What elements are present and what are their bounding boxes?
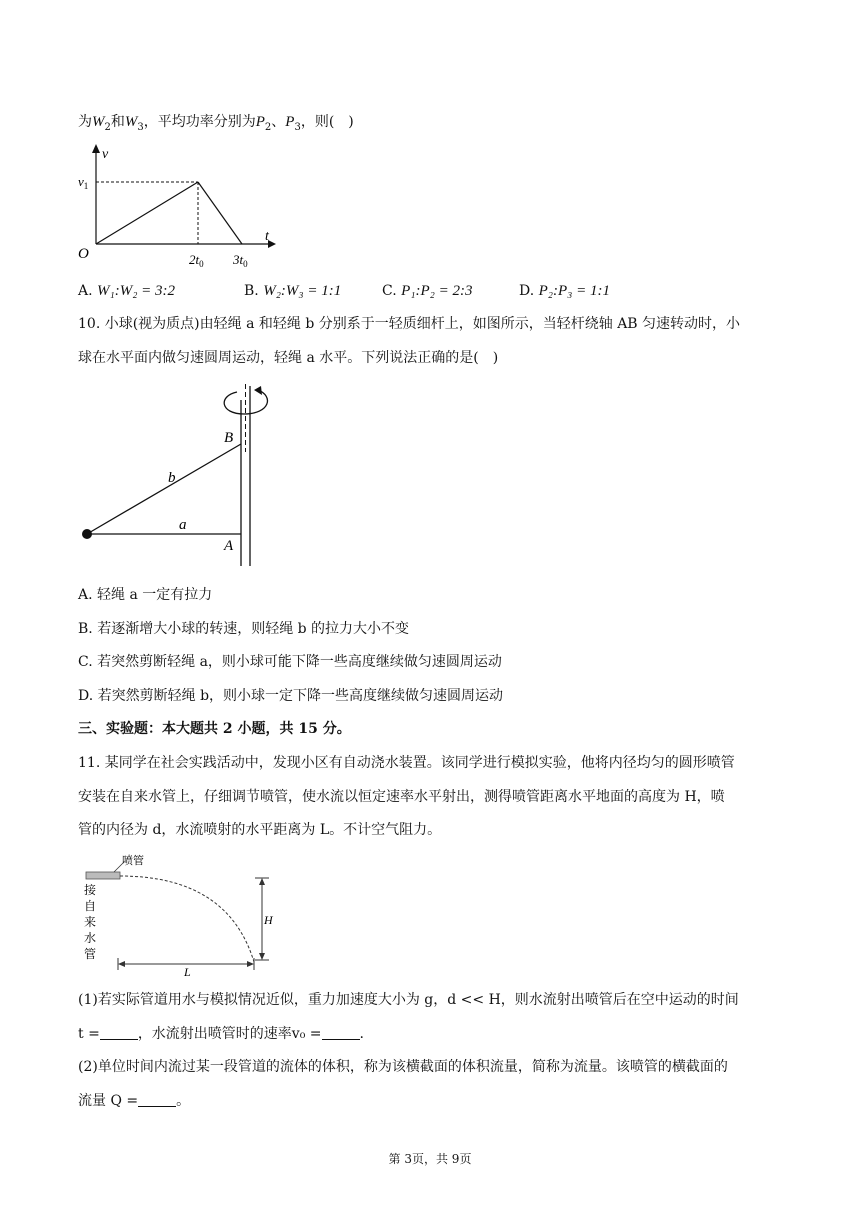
q9-option-b[interactable] <box>244 281 341 301</box>
p3-symbol: P <box>285 114 295 130</box>
q10-option-a[interactable]: A. 轻绳 a 一定有拉力 <box>78 587 213 603</box>
v0-equals: ，水流射出喷管时的速率v₀ = <box>137 1026 322 1042</box>
2t0-label: $2t_0$ <box>189 252 204 269</box>
pipe-label-3: 来 <box>84 915 97 929</box>
v-axis-arrow <box>92 144 100 153</box>
origin-label: O <box>78 246 89 262</box>
period: . <box>359 1026 364 1042</box>
v-axis-label: v <box>102 147 109 162</box>
v1-label: $v_1$ <box>78 174 89 191</box>
point-b-label: B <box>224 430 234 446</box>
option-expr: P₁:P₂ = 2:3 <box>401 283 473 299</box>
q9-text: ，平均功率分别为 <box>143 114 256 130</box>
t-equals: t = <box>78 1026 100 1042</box>
q9-stem-tail: 为$W_2$和$W_3$，平均功率分别为$P_2$、$P_3$，则( ) <box>78 114 354 133</box>
q9-option-c[interactable] <box>382 281 473 301</box>
q11-sub2-line-1: (2)单位时间内流过某一段管道的流体的体积，称为该横截面的体积流量，简称为流量。该喷管的横截面的 <box>78 1059 728 1075</box>
q-equals: 流量 Q = <box>78 1093 139 1109</box>
pipe-label-1: 接 <box>84 883 97 897</box>
q11-stem-line-3: 管的内径为 d，水流喷射的水平距离为 L。不计空气阻力。 <box>78 822 442 838</box>
pipe-label-2: 自 <box>84 899 97 913</box>
rope-b-label: b <box>168 470 176 486</box>
q9-option-a[interactable] <box>78 281 175 301</box>
q11-sub1-line-1: (1)若实际管道用水与模拟情况近似，重力加速度大小为 g，d << H，则水流射出喷管后在空中运动的时间 <box>78 992 739 1008</box>
q11-stem-line-1: 11. 某同学在社会实践活动中，发现小区有自动浇水装置。该同学进行模拟实验，他将内径均匀的圆形喷管 <box>78 755 735 771</box>
nozzle-label: 喷管 <box>122 855 144 867</box>
ball <box>82 529 92 539</box>
velocity-rise <box>96 182 198 244</box>
point-a-label: A <box>224 538 234 554</box>
l-label: L <box>184 965 191 978</box>
q9-text: 、 <box>271 114 286 130</box>
q10-option-b[interactable]: B. 若逐渐增大小球的转速，则轻绳 b 的拉力大小不变 <box>78 621 410 637</box>
time-answer-blank[interactable] <box>100 1025 138 1040</box>
speed-answer-blank[interactable] <box>322 1025 360 1040</box>
q11-sub1-line-2 <box>78 1024 364 1044</box>
q10-stem-line-2: 球在水平面内做匀速圆周运动，轻绳 a 水平。下列说法正确的是( ) <box>78 350 499 366</box>
h-arrow-up-icon <box>259 878 265 885</box>
p2-symbol: P <box>255 114 265 130</box>
l-arrow-right-icon <box>247 961 254 967</box>
l-arrow-left-icon <box>118 961 125 967</box>
q10-option-d[interactable]: D. 若突然剪断轻绳 b，则小球一定下降一些高度继续做匀速圆周运动 <box>78 688 504 704</box>
q9-text: 和 <box>110 114 125 130</box>
q10-option-c[interactable]: C. 若突然剪断轻绳 a，则小球可能下降一些高度继续做匀速圆周运动 <box>78 654 502 670</box>
option-letter: C. <box>382 283 402 299</box>
q9-option-d[interactable] <box>519 281 610 301</box>
flow-answer-blank[interactable] <box>138 1092 176 1107</box>
q9-text: ，则( ) <box>300 114 354 130</box>
option-letter: B. <box>244 283 264 299</box>
option-expr: W₁:W₂ = 3:2 <box>97 283 176 299</box>
option-letter: A. <box>78 283 98 299</box>
rotation-arrowhead-icon <box>254 386 262 395</box>
rotating-rod-figure <box>78 382 288 570</box>
rope-a-label: a <box>179 517 187 533</box>
pipe-label-5: 管 <box>84 947 97 961</box>
w2-symbol: W <box>92 114 105 130</box>
option-expr: W₂:W₃ = 1:1 <box>263 283 342 299</box>
rope-b <box>87 444 241 534</box>
t-axis-label: t <box>265 229 269 244</box>
t-axis-arrow <box>268 240 276 248</box>
v1-label-text: v <box>78 174 84 189</box>
option-expr: P₂:P₃ = 1:1 <box>538 283 611 299</box>
h-arrow-down-icon <box>259 953 265 960</box>
q10-stem-line-1: 10. 小球(视为质点)由轻绳 a 和轻绳 b 分别系于一轻质细杆上，如图所示，当轻杆绕轴 AB 匀速转动时，小 <box>78 316 741 332</box>
period: 。 <box>176 1093 191 1109</box>
q9-text: 为 <box>78 114 92 130</box>
nozzle-pipe <box>86 872 120 879</box>
q11-stem-line-2: 安装在自来水管上，仔细调节喷管，使水流以恒定速率水平射出，测得喷管距离水平地面的高度为 H，喷 <box>78 789 725 805</box>
water-jet-figure <box>78 850 278 978</box>
w3-symbol: W <box>124 114 138 130</box>
2t0-label-text: 2t <box>189 252 200 267</box>
q11-sub2-line-2 <box>78 1091 190 1111</box>
vt-graph <box>72 140 292 270</box>
page-footer: 第 3页，共 9页 <box>388 1152 472 1166</box>
section-3-heading: 三、实验题：本大题共 2 小题，共 15 分。 <box>78 721 351 737</box>
3t0-label-text: 3t <box>233 252 244 267</box>
h-label: H <box>264 913 273 927</box>
velocity-fall <box>198 182 242 244</box>
pipe-label-4: 水 <box>84 931 97 945</box>
water-trajectory <box>120 876 254 962</box>
option-letter: D. <box>519 283 539 299</box>
3t0-label: $3t_0$ <box>233 252 248 269</box>
